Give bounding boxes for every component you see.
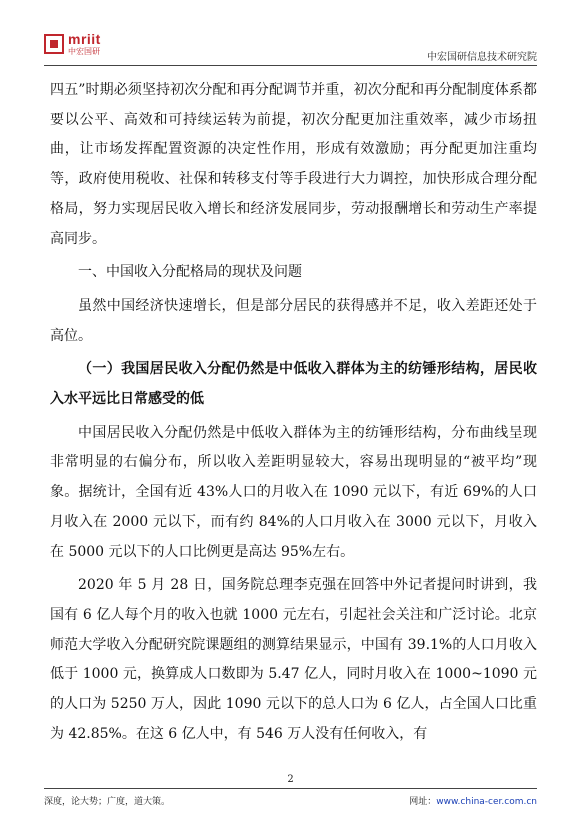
header-title: 中宏国研信息技术研究院 [427, 52, 537, 63]
logo-cn: 中宏国研 [68, 47, 100, 56]
page-footer [44, 774, 537, 808]
logo [44, 32, 101, 56]
footer-divider [44, 788, 537, 789]
logo-text [68, 32, 101, 56]
document-body [50, 76, 537, 749]
logo-en: mriit [68, 31, 101, 47]
paragraph-1: 四五”时期必须坚持初次分配和再分配调节并重，初次分配和再分配制度体系都要以公平、高效和可持续运转为前提，初次分配更加注重效率，减少市场扭曲，让市场发挥配置资源的决定性作用，形成有效激励；再分配更加注重均等，政府使用税收、社保和转移支付等手段进行大力调控，加快形成合理分配格局，努力实现居民收入增长和经济发展同步，劳动报酬增长和劳动生产率提高同步。 [50, 82, 537, 247]
footer-website [409, 794, 537, 807]
paragraph-2: 虽然中国经济快速增长，但是部分居民的获得感并不足，收入差距还处于高位。 [50, 297, 537, 344]
section-heading: 一、中国收入分配格局的现状及问题 [78, 264, 302, 281]
footer-slogan: 深度，论大势；广度，道大策。 [44, 797, 171, 807]
subsection-heading: （一）我国居民收入分配仍然是中低收入群体为主的纺锤形结构，居民收入水平远比日常感受的低 [50, 361, 537, 408]
paragraph-3: 中国居民收入分配仍然是中低收入群体为主的纺锤形结构，分布曲线呈现非常明显的右偏分布，所以收入差距明显较大，容易出现明显的“被平均”现象。据统计，全国有近 43%人口的月收入在 1090 元以下，有近 69%的人口月收入在 2000 元以下，而有约 84%的人口月收入在 3000 元以下，月收入在 5000 元以下的人口比例更是高达 95%左右。 [50, 424, 537, 560]
logo-mark-icon [44, 34, 64, 54]
footer-url-label: 网址： [409, 797, 437, 807]
page-number: 2 [287, 774, 294, 785]
header-divider [44, 65, 537, 66]
paragraph-4: 2020 年 5 月 28 日，国务院总理李克强在回答中外记者提问时讲到，我国有 6 亿人每个月的收入也就 1000 元左右，引起社会关注和广泛讨论。北京师范大学收入分配研究院课题组的测算结果显示，中国有 39.1%的人口月收入低于 1000 元，换算成人口数即为 5.47 亿人，同时月收入在 1000~1090 元的人口为 5250 万人，因此 1090 元以下的总人口为 6 亿人，占全国人口比重为 42.85%。在这 6 亿人中，有 546 万人没有任何收入，有 [50, 577, 537, 742]
footer-url-link[interactable]: www.china-cer.com.cn [436, 797, 537, 807]
page-header [44, 32, 537, 68]
